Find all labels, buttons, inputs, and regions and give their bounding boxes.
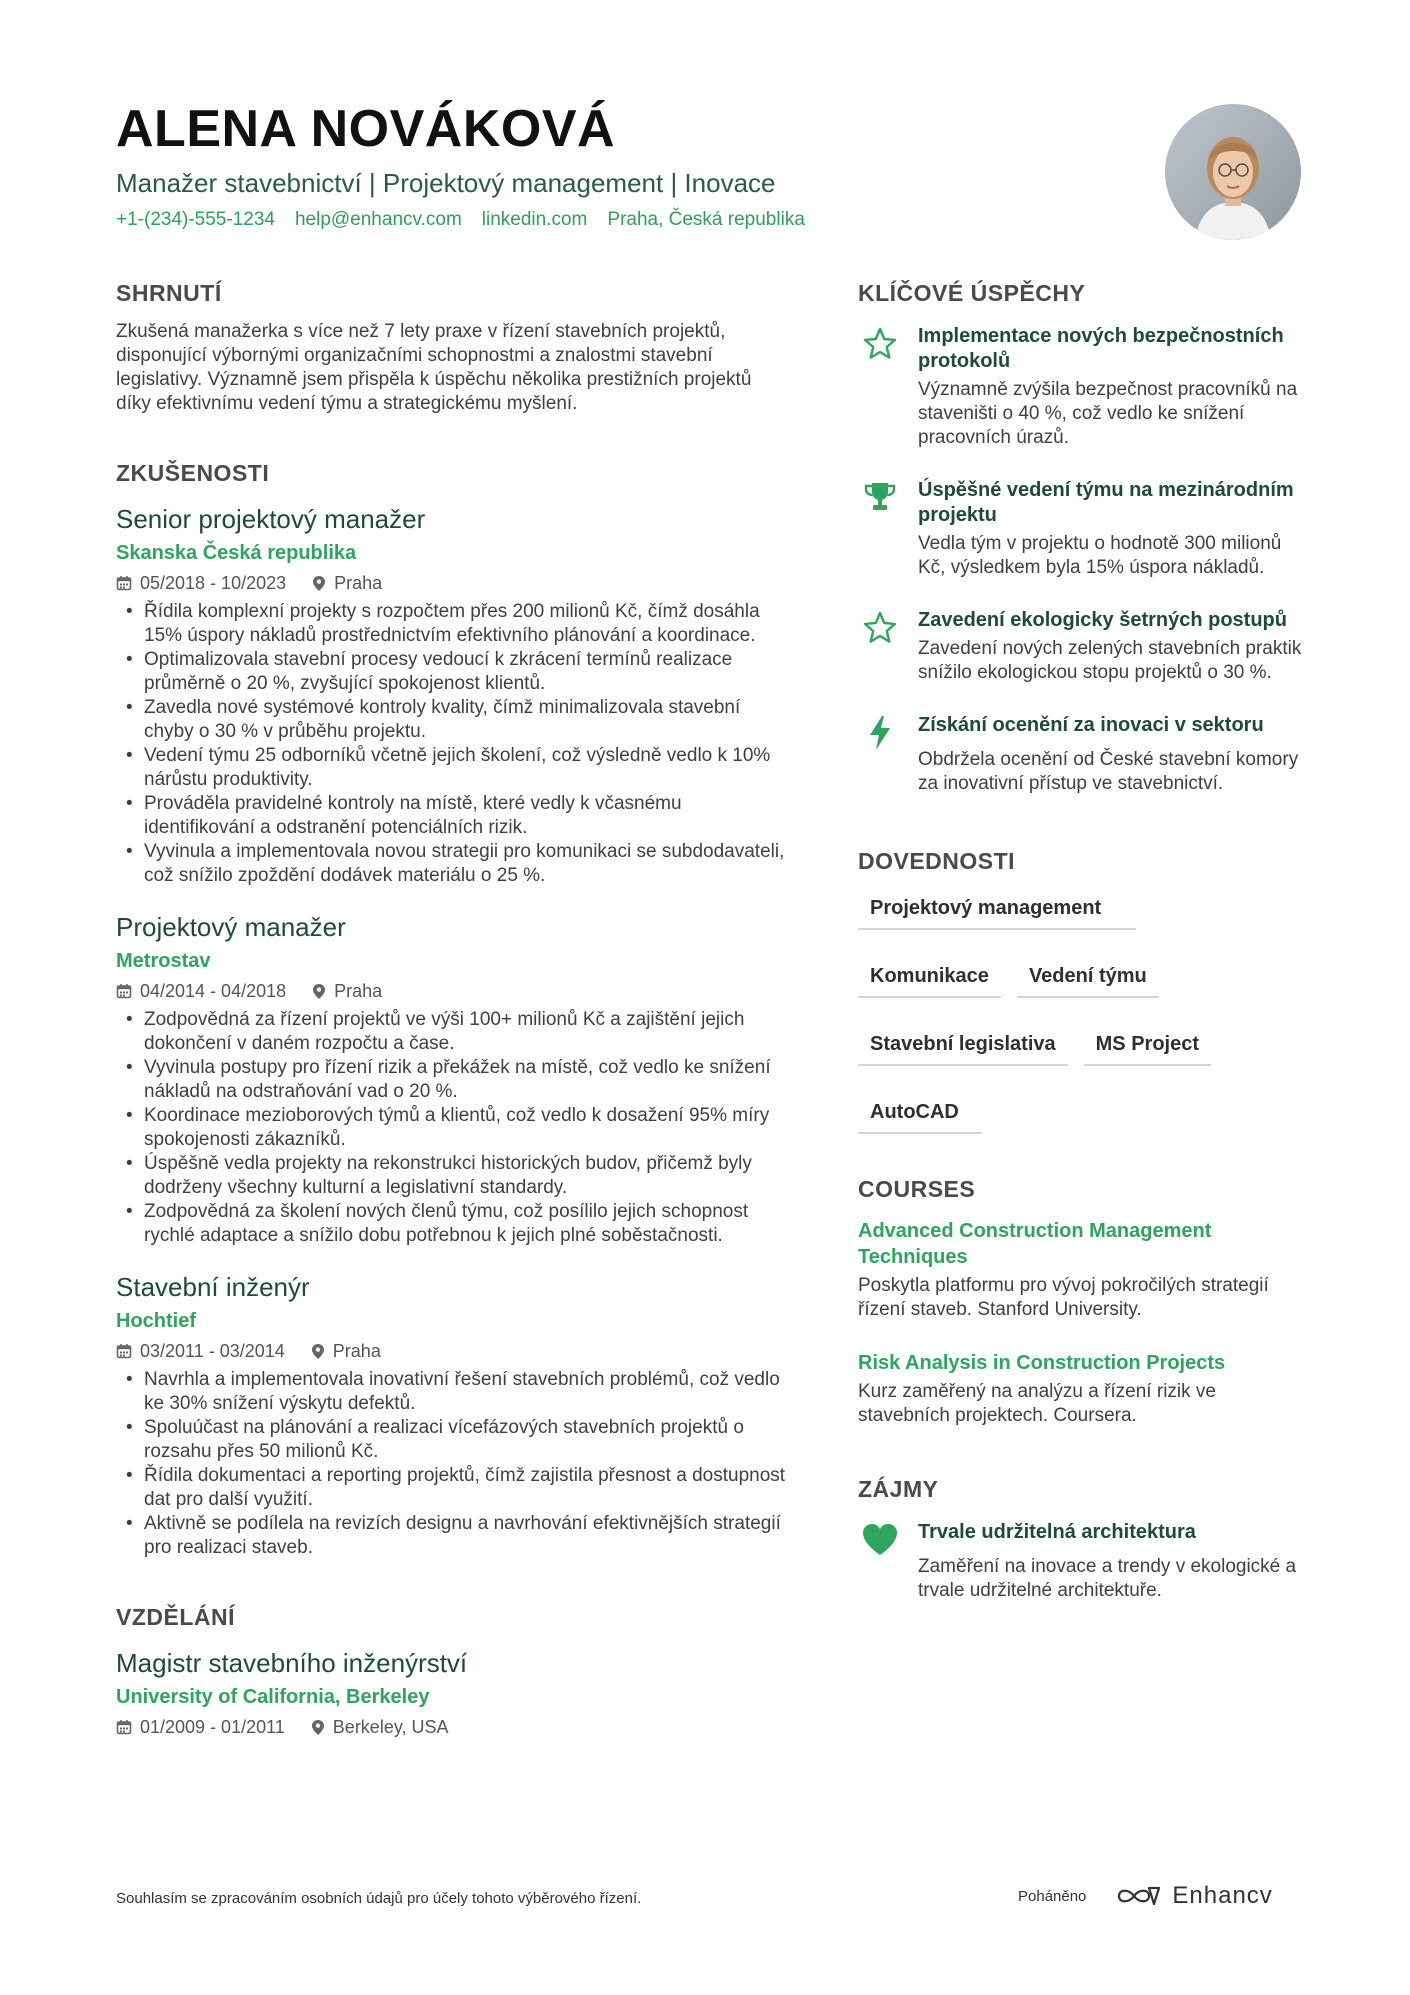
skill-tag: Vedení týmu [1017, 958, 1159, 998]
footer-branding [1018, 1882, 1273, 1910]
profile-photo [1165, 104, 1301, 240]
achievements-heading: KLÍČOVÉ ÚSPĚCHY [858, 280, 1086, 306]
achievement-title: Zavedení ekologicky šetrných postupů [918, 609, 1287, 631]
job-dates [116, 1340, 285, 1362]
skills-heading: DOVEDNOSTI [858, 848, 1016, 874]
location: Praha, Česká republika [607, 209, 805, 230]
dates-text: 01/2009 - 01/2011 [140, 1717, 285, 1737]
job-meta [116, 980, 786, 1002]
job-bullets [116, 1008, 786, 1248]
location-text: Praha [332, 1341, 381, 1361]
interest-icon-wrap [858, 1520, 902, 1603]
interest-desc: Zaměření na inovace a trendy v ekologické a trvale udržitelné architektuře. [918, 1556, 1297, 1601]
skills-list [858, 890, 1308, 1134]
achievement-desc: Významně zvýšila bezpečnost pracovníků na staveništi o 40 %, což vedlo ke snížení pracovních úrazů. [918, 379, 1298, 448]
location-pin-icon [311, 1343, 325, 1360]
achievement-content [918, 324, 1308, 450]
star-icon [862, 610, 898, 646]
job-meta [116, 1340, 786, 1362]
skill-tag: Projektový management [858, 890, 1136, 930]
bullet-item: • Vyvinula a implementovala novou strategii pro komunikaci se subdodavateli, což snížilo zpoždění dodávek materiálu o 25 %. [116, 840, 786, 888]
location-text: Praha [334, 981, 383, 1001]
enhancv-logo[interactable] [1116, 1882, 1272, 1910]
location-text: Praha [334, 573, 383, 593]
calendar-icon [116, 1343, 132, 1359]
calendar-icon [116, 983, 132, 999]
calendar-icon [116, 1719, 132, 1735]
calendar-icon [116, 575, 132, 591]
bullet-item: • Navrhla a implementovala inovativní řešení stavebních problémů, což vedlo ke 30% snížení výskytu defektů. [116, 1368, 786, 1416]
header [116, 98, 1116, 232]
course-desc: Poskytla platformu pro vývoj pokročilých strategií řízení staveb. Stanford University. [858, 1275, 1269, 1320]
bullet-item: • Řídila dokumentaci a reporting projektů, čímž zajistila přesnost a dostupnost dat pro další využití. [116, 1464, 786, 1512]
bullet-item: • Vedení týmu 25 odborníků včetně jejich školení, což výsledně vedlo k 10% nárůstu produktivity. [116, 744, 786, 792]
summary-heading: SHRNUTÍ [116, 280, 222, 306]
bullet-item: • Spoluúčast na plánování a realizaci vícefázových stavebních projektů o rozsahu přes 50 milionů Kč. [116, 1416, 786, 1464]
job-location [312, 980, 382, 1002]
achievement-content [918, 608, 1308, 685]
achievement-icon-wrap [858, 713, 902, 796]
job-title: Stavební inženýr [116, 1272, 310, 1302]
job-dates [116, 572, 286, 594]
achievement-title: Získání ocenění za inovaci v sektoru [918, 714, 1264, 736]
headline: Manažer stavebnictví | Projektový management | Inovace [116, 168, 776, 198]
company-name: Hochtief [116, 1310, 196, 1332]
dates-text: 04/2014 - 04/2018 [140, 981, 287, 1001]
course-item [858, 1218, 1308, 1322]
courses-heading: COURSES [858, 1176, 976, 1202]
lightning-icon [867, 715, 893, 751]
trophy-icon [863, 480, 897, 514]
location-pin-icon [312, 983, 326, 1000]
profile-photo-image [1165, 104, 1301, 240]
achievement-content [918, 713, 1308, 796]
dates-text: 03/2011 - 03/2014 [140, 1341, 285, 1361]
job-location [311, 1340, 381, 1362]
brand-name: Enhancv [1172, 1882, 1273, 1909]
bullet-item: • Aktivně se podílela na revizích designu a navrhování efektivnějších strategií pro realizaci staveb. [116, 1512, 786, 1560]
job-entry [116, 1270, 786, 1560]
achievement-title: Úspěšné vedení týmu na mezinárodním projektu [918, 479, 1294, 526]
achievement-desc: Obdržela ocenění od České stavební komory za inovativní přístup ve stavebnictví. [918, 749, 1299, 794]
job-entry [116, 502, 786, 888]
bullet-item: • Zavedla nové systémové kontroly kvality, čímž minimalizovala stavební chyby o 30 % v průběhu projektu. [116, 696, 786, 744]
achievement-icon-wrap [858, 478, 902, 580]
bullet-item: • Vyvinula postupy pro řízení rizik a překážek na místě, což vedlo ke snížení nákladů na odstraňování vad o 20 %. [116, 1056, 786, 1104]
left-column [116, 278, 786, 1738]
achievement-desc: Zavedení nových zelených stavebních praktik snížilo ekologickou stopu projektů o 30 %. [918, 638, 1302, 683]
bullet-item: • Koordinace mezioborových týmů a klientů, což vedlo k dosažení 95% míry spokojenosti zákazníků. [116, 1104, 786, 1152]
skill-tag: MS Project [1084, 1026, 1211, 1066]
star-icon [862, 326, 898, 362]
location-pin-icon [311, 1719, 325, 1736]
enhancv-logo-icon [1116, 1884, 1162, 1908]
summary-text: Zkušená manažerka s více než 7 lety praxe v řízení stavebních projektů, disponující výbornými organizačními schopnostmi a znalostmi stavební legislativy. Významně jsem přispěla k úspěchu několika prestižních projektů díky efektivnímu vedení týmu a strategickému myšlení. [116, 321, 752, 414]
education-dates [116, 1716, 285, 1738]
company-name: Metrostav [116, 950, 211, 972]
job-title: Senior projektový manažer [116, 504, 426, 534]
right-column [858, 278, 1308, 1603]
achievement-item [858, 324, 1308, 450]
phone[interactable]: +1-(234)-555-1234 [116, 209, 275, 230]
skill-tag: Stavební legislativa [858, 1026, 1068, 1066]
course-title: Advanced Construction Management Techniques [858, 1220, 1212, 1268]
location-pin-icon [312, 575, 326, 592]
job-meta [116, 572, 786, 594]
job-bullets [116, 600, 786, 888]
education-meta [116, 1716, 786, 1738]
course-title: Risk Analysis in Construction Projects [858, 1352, 1226, 1374]
contact-info [116, 208, 1116, 232]
candidate-name: ALENA NOVÁKOVÁ [116, 100, 616, 158]
course-item [858, 1350, 1308, 1428]
job-entry [116, 910, 786, 1248]
education-heading: VZDĚLÁNÍ [116, 1604, 235, 1630]
skill-tag: Komunikace [858, 958, 1001, 998]
achievement-item [858, 608, 1308, 685]
interest-item [858, 1520, 1308, 1603]
course-desc: Kurz zaměřený na analýzu a řízení rizik ve stavebních projektech. Coursera. [858, 1381, 1216, 1426]
achievement-desc: Vedla tým v projektu o hodnotě 300 milionů Kč, výsledkem byla 15% úspora nákladů. [918, 533, 1282, 578]
experience-heading: ZKUŠENOSTI [116, 460, 270, 486]
achievement-icon-wrap [858, 608, 902, 685]
email[interactable]: help@enhancv.com [294, 209, 462, 230]
job-bullets [116, 1368, 786, 1560]
bullet-item: • Úspěšně vedla projekty na rekonstrukci historických budov, přičemž byly dodrženy všechny kulturní a legislativní standardy. [116, 1152, 786, 1200]
interest-content [918, 1520, 1308, 1603]
bullet-item: • Prováděla pravidelné kontroly na místě, které vedly k včasnému identifikování a odstranění potenciálních rizik. [116, 792, 786, 840]
bullet-item: • Optimalizovala stavební procesy vedoucí k zkrácení termínů realizace průměrně o 20 %, zvyšující spokojenost klientů. [116, 648, 786, 696]
achievement-item [858, 713, 1308, 796]
interests-heading: ZÁJMY [858, 1476, 939, 1502]
bullet-item: • Řídila komplexní projekty s rozpočtem přes 200 milionů Kč, čímž dosáhla 15% úspory nákladů prostřednictvím efektivního plánování a koordinace. [116, 600, 786, 648]
interest-title: Trvale udržitelná architektura [918, 1521, 1196, 1543]
heart-icon [861, 1522, 899, 1556]
linkedin-link[interactable]: linkedin.com [481, 209, 588, 230]
degree: Magistr stavebního inženýrství [116, 1648, 468, 1678]
achievement-item [858, 478, 1308, 580]
job-dates [116, 980, 286, 1002]
achievement-content [918, 478, 1308, 580]
bullet-item: • Zodpovědná za řízení projektů ve výši 100+ milionů Kč a zajištění jejich dokončení v daném rozpočtu a čase. [116, 1008, 786, 1056]
consent-text: Souhlasím se zpracováním osobních údajů pro účely tohoto výběrového řízení. [116, 1890, 642, 1907]
dates-text: 05/2018 - 10/2023 [140, 573, 287, 593]
education-entry [116, 1646, 786, 1738]
powered-by-label: Poháněno [1018, 1887, 1087, 1905]
company-name: Skanska Česká republika [116, 542, 357, 564]
school-name: University of California, Berkeley [116, 1686, 430, 1708]
location-text: Berkeley, USA [332, 1717, 449, 1737]
achievement-title: Implementace nových bezpečnostních protokolů [918, 325, 1284, 372]
bullet-item: • Zodpovědná za školení nových členů týmu, což posílilo jejich schopnost rychlé adaptace a snížilo dobu potřebnou k jejich plné soběstačnosti. [116, 1200, 786, 1248]
skill-tag: AutoCAD [858, 1094, 982, 1134]
job-title: Projektový manažer [116, 912, 346, 942]
education-location [311, 1716, 449, 1738]
achievement-icon-wrap [858, 324, 902, 450]
job-location [312, 572, 382, 594]
